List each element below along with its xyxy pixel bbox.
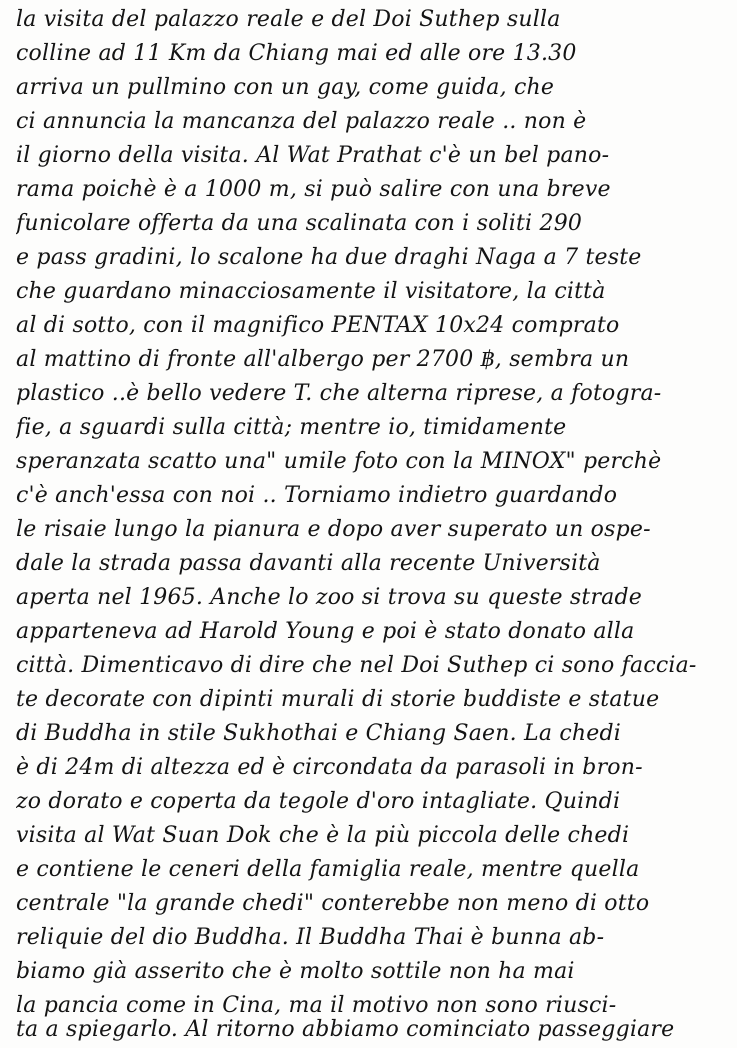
text-line: rama poichè è a 1000 m, si può salire con una breve: [16, 177, 611, 202]
text-line: è di 24m di altezza ed è circondata da parasoli in bron-: [16, 755, 643, 780]
text-line: funicolare offerta da una scalinata con i soliti 290: [16, 211, 583, 236]
text-line: apparteneva ad Harold Young e poi è stato donato alla: [16, 619, 635, 644]
text-line: che guardano minacciosamente il visitatore, la città: [16, 279, 606, 304]
text-line: visita al Wat Suan Dok che è la più piccola delle chedi: [16, 823, 630, 848]
text-line: aperta nel 1965. Anche lo zoo si trova su queste strade: [16, 585, 642, 610]
text-line: il giorno della visita. Al Wat Prathat c'è un bel pano-: [16, 143, 610, 168]
text-line: colline ad 11 Km da Chiang mai ed alle ore 13.30: [16, 41, 577, 66]
text-line: speranzata scatto una" umile foto con la MINOX" perchè: [16, 449, 662, 474]
text-line: c'è anch'essa con noi .. Torniamo indietro guardando: [16, 483, 618, 508]
text-line: plastico ..è bello vedere T. che alterna riprese, a fotogra-: [16, 381, 662, 406]
text-line: te decorate con dipinti murali di storie buddiste e statue: [16, 687, 660, 712]
text-line: arriva un pullmino con un gay, come guida, che: [16, 75, 555, 100]
text-line: biamo già asserito che è molto sottile non ha mai: [16, 959, 575, 984]
text-line: la pancia come in Cina, ma il motivo non sono riusci-: [16, 993, 617, 1018]
text-line: ci annuncia la mancanza del palazzo reale .. non è: [16, 109, 587, 134]
text-line: e pass gradini, lo scalone ha due draghi Naga a 7 teste: [16, 245, 642, 270]
text-line: reliquie del dio Buddha. Il Buddha Thai è bunna ab-: [16, 925, 605, 950]
text-line: zo dorato e coperta da tegole d'oro intagliate. Quindi: [16, 789, 621, 814]
text-line: città. Dimenticavo di dire che nel Doi Suthep ci sono faccia-: [16, 653, 697, 678]
text-line: e contiene le ceneri della famiglia reale, mentre quella: [16, 857, 640, 882]
text-line: ta a spiegarlo. Al ritorno abbiamo cominciato passeggiare: [16, 1017, 675, 1042]
text-line: dale la strada passa davanti alla recente Università: [16, 551, 601, 576]
text-line: fie, a sguardi sulla città; mentre io, timidamente: [16, 415, 567, 440]
text-line: al di sotto, con il magnifico PENTAX 10x24 comprato: [16, 313, 620, 338]
text-line: centrale "la grande chedi" conterebbe non meno di otto: [16, 891, 650, 916]
text-line: al mattino di fronte all'albergo per 2700 ฿, sembra un: [16, 347, 630, 372]
text-line: di Buddha in stile Sukhothai e Chiang Saen. La chedi: [16, 721, 621, 746]
text-line: la visita del palazzo reale e del Doi Suthep sulla: [16, 7, 561, 32]
text-line: le risaie lungo la pianura e dopo aver superato un ospe-: [16, 517, 651, 542]
